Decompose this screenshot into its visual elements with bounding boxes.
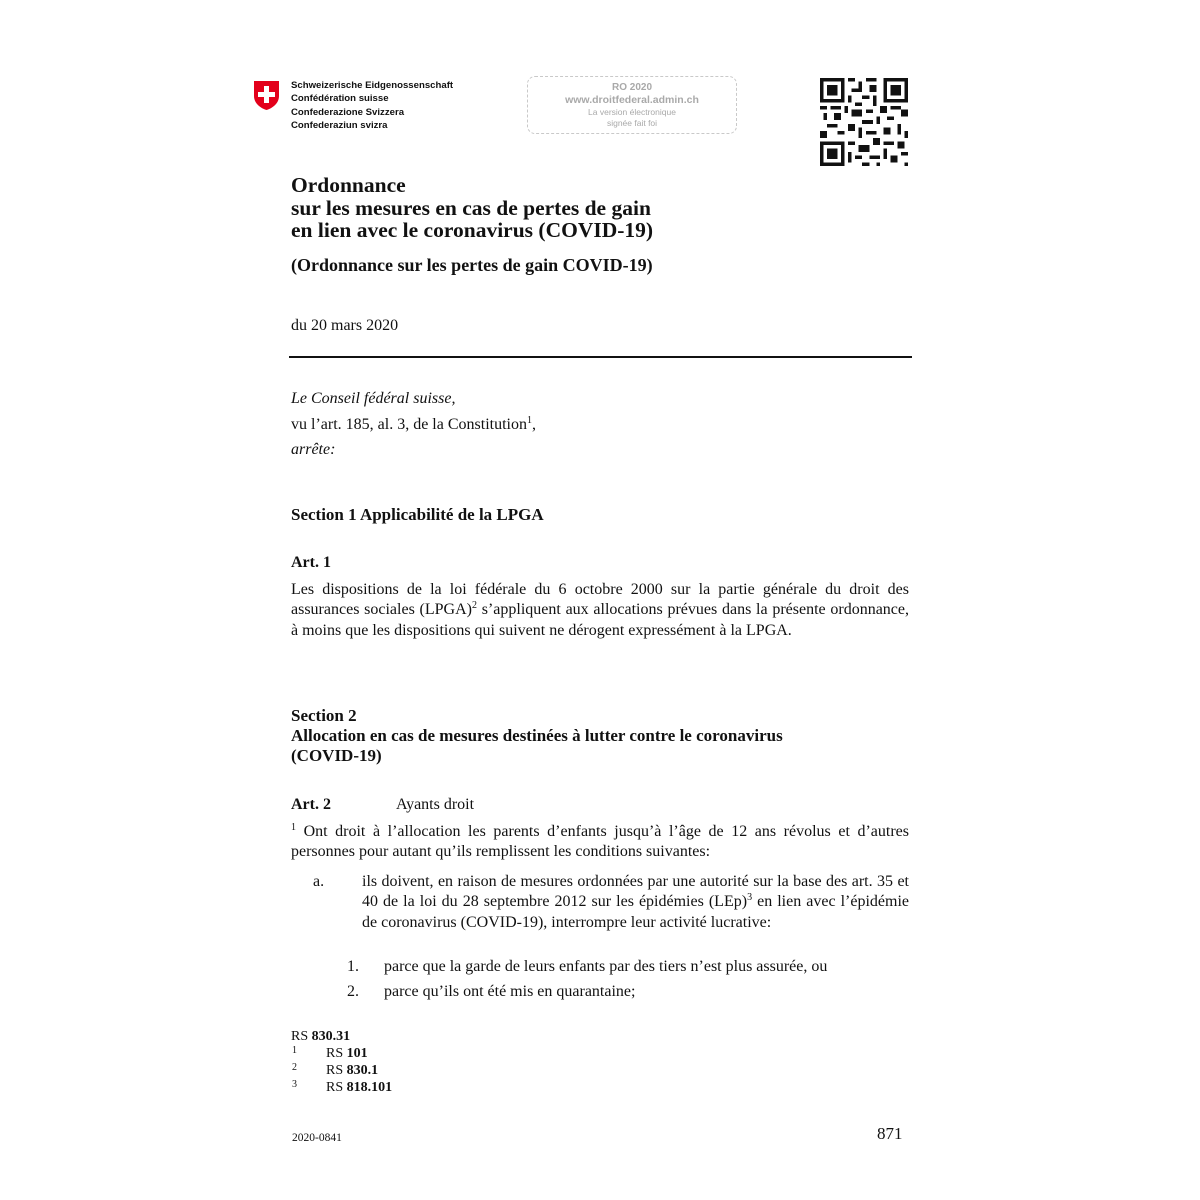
confederation-names <box>291 79 453 133</box>
footnote-ref-2[interactable]: 2 <box>471 600 477 612</box>
article-1-text: Les dispositions de la loi fédérale du 6 octobre 2000 sur la partie générale du droit des assurances sociales (LPGA)$^2$ s’appliquent aux allocations prévues dans la présente ordonnance, à moins que les dispositions qui suivent ne dérogent expressément à la LPGA. <box>291 581 909 639</box>
stamp-note-2: signée fait foi <box>606 118 658 128</box>
item-1-label: 1. <box>347 958 359 975</box>
footnote-2-text: RS 830.1 <box>326 1063 379 1078</box>
title-line-1: Ordonnance <box>291 173 406 197</box>
section-1-heading: Section 1 Applicabilité de la LPGA <box>291 505 544 524</box>
preamble-decree: arrête: <box>291 441 336 458</box>
footnote-1-number: 1 <box>292 1045 297 1056</box>
article-1-label: Art. 1 <box>291 554 331 571</box>
official-publication-stamp <box>527 76 737 134</box>
paragraph-number: 1 <box>291 822 296 833</box>
footnote-ref-1[interactable]: 1 <box>526 414 532 426</box>
stamp-url[interactable]: www.droitfederal.admin.ch <box>565 94 699 106</box>
article-2-heading <box>291 795 474 815</box>
ordinance-date: du 20 mars 2020 <box>291 317 399 334</box>
stamp-collection: RO 2020 <box>611 82 653 93</box>
stamp-note-1: La version électronique <box>588 107 676 117</box>
item-2-text: parce qu’ils ont été mis en quarantaine; <box>384 983 636 1000</box>
article-2-paragraph-1: $^1$ Ont droit à l’allocation les parents d’enfants jusqu’à l’âge de 12 ans révolus et d’autres personnes pour autant qu’ils remplissent les conditions suivantes: <box>291 822 909 861</box>
letter-a-label: a. <box>313 873 325 890</box>
article-2-title: Ayants droit <box>395 796 475 813</box>
footnote-ref-3[interactable]: 3 <box>747 892 753 904</box>
footnote-3-number: 3 <box>292 1079 297 1090</box>
title-line-2: sur les mesures en cas de pertes de gain <box>291 195 651 220</box>
preamble-basis: vu l’art. 185, al. 3, de la Constitution$^1$, <box>291 414 536 433</box>
letter-a-text: ils doivent, en raison de mesures ordonnées par une autorité sur la base des art. 35 et 40 de la loi du 28 septembre 2012 sur les épidémies (LEp)$^3$ en lien avec l’épidémie de coronavirus (COVID-19), interrompre leur activité lucrative: <box>362 873 910 931</box>
confederation-name-rm: Confederaziun svizra <box>291 120 388 132</box>
section-2-heading: Section 2 Allocation en cas de mesures destinées à lutter contre le coronavirus (COVID-19) <box>291 706 783 765</box>
ordinance-title <box>291 174 653 242</box>
article-2-label: Art. 2 <box>291 796 331 813</box>
confederation-name-it: Confederazione Svizzera <box>291 106 405 118</box>
ordinance-short-title: (Ordonnance sur les pertes de gain COVID-19) <box>291 255 653 275</box>
footnote-rs-number: RS 830.31 <box>291 1029 351 1044</box>
preamble-authority: Le Conseil fédéral suisse, <box>291 390 456 407</box>
footnote-3-text: RS 818.101 <box>326 1080 393 1095</box>
confederation-name-de: Schweizerische Eidgenossenschaft <box>291 80 454 91</box>
qr-code-icon <box>820 78 908 166</box>
document-code: 2020-0841 <box>292 1132 342 1144</box>
title-line-3: en lien avec le coronavirus (COVID-19) <box>291 218 654 242</box>
footnote-1-text: RS 101 <box>326 1046 368 1061</box>
title-divider <box>289 356 912 358</box>
item-1-text: parce que la garde de leurs enfants par des tiers n’est plus assurée, ou <box>384 958 828 975</box>
footnote-2-number: 2 <box>292 1062 297 1073</box>
item-2-label: 2. <box>347 983 359 1000</box>
preamble <box>291 386 536 463</box>
confederation-name-fr: Confédération suisse <box>291 93 389 105</box>
swiss-coat-of-arms-icon <box>253 80 280 111</box>
page-number: 871 <box>877 1124 903 1143</box>
